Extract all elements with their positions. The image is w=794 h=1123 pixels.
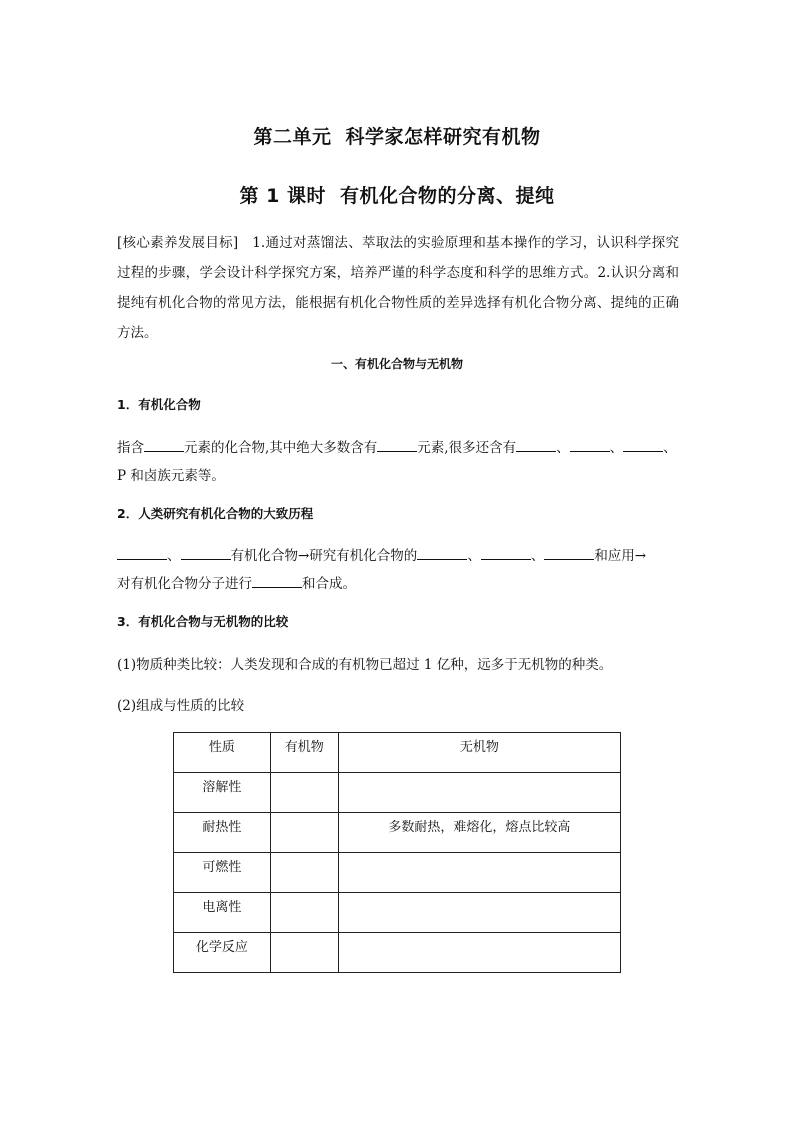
section-title: 一、有机化合物与无机物 (330, 357, 463, 371)
fill-blank[interactable] (481, 545, 531, 560)
fill-blank[interactable] (181, 545, 231, 560)
table-header-cell: 有机物 (270, 733, 338, 773)
text: 元素,很多还含有 (417, 440, 517, 456)
text: 指含 (117, 440, 144, 456)
table-row (174, 893, 621, 933)
table-row (174, 853, 621, 893)
text: 和合成。 (302, 576, 356, 592)
fill-blank[interactable] (252, 573, 302, 588)
separator: 、 (167, 548, 181, 564)
separator: 、 (663, 440, 677, 456)
fill-blank[interactable] (417, 545, 467, 560)
core-goals-paragraph: [核心素养发展目标] 1.通过对蒸馏法、萃取法的实验原理和基本操作的学习，认识科学探究过程的步骤，学会设计科学探究方案，培养严谨的科学态度和科学的思维方式。2.认识分离和提纯有机化合物的常见方法，能根据有机化合物性质的差异选择有机化合物分离、提纯的正确方法。 (117, 235, 679, 341)
separator: 、 (467, 548, 481, 564)
item3-heading: 3．有机化合物与无机物的比较 (117, 614, 289, 629)
fill-blank[interactable] (623, 437, 663, 452)
lesson-number: 第 1 课时 (239, 185, 326, 207)
item3-sub2: (2)组成与性质的比较 (117, 698, 245, 714)
unit-title-number: 第二单元 (253, 126, 332, 148)
table-cell[interactable] (270, 853, 338, 893)
table-cell: 化学反应 (174, 933, 271, 973)
fill-blank[interactable] (544, 545, 594, 560)
table-row (174, 933, 621, 973)
table-cell: 溶解性 (174, 773, 271, 813)
fill-blank[interactable] (117, 545, 167, 560)
table-cell: 电离性 (174, 893, 271, 933)
item2-line1 (117, 544, 646, 564)
separator: 、 (556, 440, 570, 456)
fill-blank[interactable] (516, 437, 556, 452)
comparison-table (173, 732, 621, 973)
fill-blank[interactable] (570, 437, 610, 452)
table-cell[interactable] (270, 933, 338, 973)
text: 有机化合物→研究有机化合物的 (230, 548, 418, 564)
lesson-title-text: 有机化合物的分离、提纯 (339, 185, 555, 207)
item2-heading: 2．人类研究有机化合物的大致历程 (117, 506, 314, 521)
fill-blank[interactable] (144, 437, 184, 452)
item1-line2: P 和卤族元素等。 (117, 468, 225, 484)
table-cell: 耐热性 (174, 813, 271, 853)
table-cell[interactable] (270, 893, 338, 933)
lesson-title (0, 181, 794, 208)
table-cell[interactable] (270, 773, 338, 813)
item1-heading: 1．有机化合物 (117, 397, 201, 412)
item2-line2 (117, 572, 356, 592)
table-cell[interactable] (270, 813, 338, 853)
item3-sub1: (1)物质种类比较：人类发现和合成的有机物已超过 1 亿种，远多于无机物的种类。 (117, 657, 613, 673)
table-row (174, 773, 621, 813)
table-cell[interactable] (338, 933, 620, 973)
table-cell: 多数耐热，难熔化，熔点比较高 (338, 813, 620, 853)
table-cell: 可燃性 (174, 853, 271, 893)
table-row (174, 813, 621, 853)
table-header-cell: 无机物 (338, 733, 620, 773)
table-cell[interactable] (338, 853, 620, 893)
separator: 、 (530, 548, 545, 564)
unit-title-text: 科学家怎样研究有机物 (345, 126, 541, 148)
table-header-cell: 性质 (174, 733, 271, 773)
table-cell[interactable] (338, 893, 620, 933)
unit-title (0, 122, 794, 149)
table-header-row (174, 733, 621, 773)
text: 对有机化合物分子进行 (117, 576, 252, 592)
text: 元素的化合物,其中绝大多数含有 (184, 440, 378, 456)
text: 和应用→ (594, 548, 647, 564)
table-cell[interactable] (338, 773, 620, 813)
item1-line1 (117, 436, 677, 456)
fill-blank[interactable] (377, 437, 417, 452)
separator: 、 (609, 440, 624, 456)
